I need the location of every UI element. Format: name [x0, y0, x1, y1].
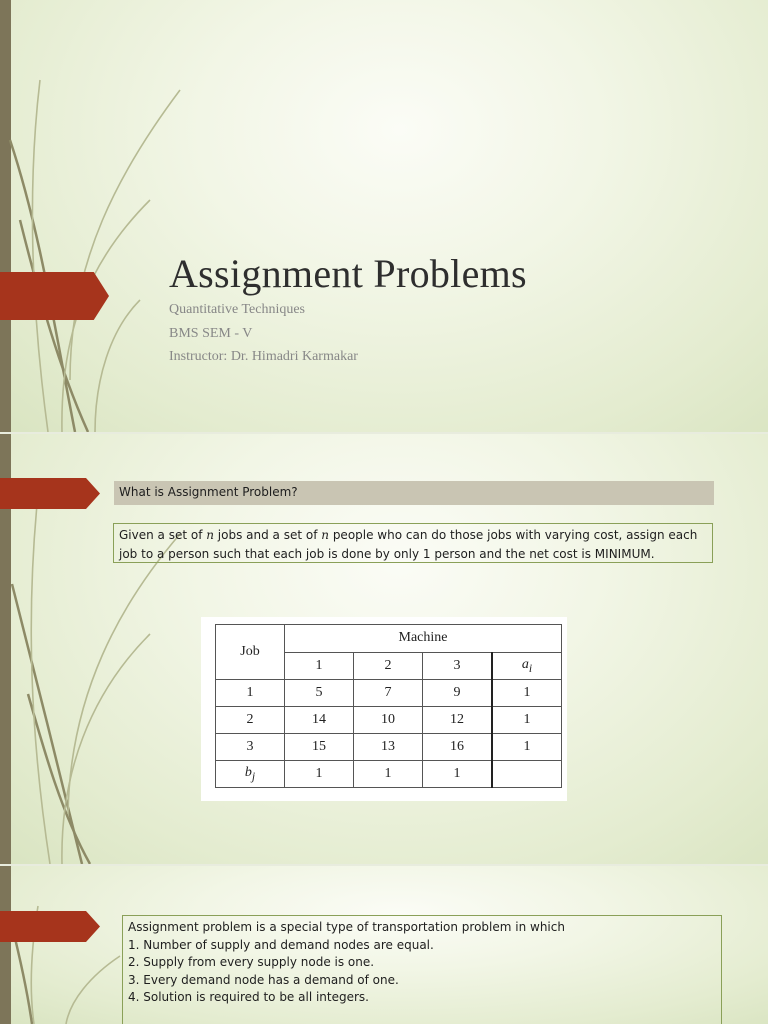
cost-table [215, 624, 562, 788]
definition-text: jobs and a set of [213, 528, 322, 542]
machine-header-cell: 3 [423, 652, 493, 680]
machine-header-cell: 1 [285, 652, 354, 680]
list-item: 4. Solution is required to be all integers. [128, 990, 369, 1004]
demand-cell: 1 [354, 761, 423, 788]
red-arrow-tag [0, 272, 109, 320]
job-cell: 2 [216, 707, 285, 734]
demand-cell: 1 [423, 761, 493, 788]
job-cell: 3 [216, 734, 285, 761]
instructor-label: Instructor: Dr. Himadri Karmakar [169, 349, 358, 364]
course-label: BMS SEM - V [169, 326, 253, 341]
empty-cell [492, 761, 562, 788]
job-column-header: Job [216, 625, 285, 680]
machine-header-cell: 2 [354, 652, 423, 680]
list-item: 2. Supply from every supply node is one. [128, 955, 375, 969]
demand-cell: 1 [285, 761, 354, 788]
job-cell: 1 [216, 680, 285, 707]
table-row [216, 680, 562, 707]
section-heading-bar [114, 481, 714, 505]
definition-text: people who can do those jobs with varying cost, assign each job to a person such that each job is done by only 1 person and the net cost is MINIMUM. [119, 528, 698, 561]
properties-intro: Assignment problem is a special type of transportation problem in which [128, 920, 565, 934]
cost-cell: 9 [423, 680, 493, 707]
list-item: 3. Every demand node has a demand of one. [128, 972, 399, 987]
cost-cell: 10 [354, 707, 423, 734]
cost-cell: 15 [285, 734, 354, 761]
supply-cell: 1 [492, 707, 562, 734]
variable-n: n [321, 528, 329, 542]
decorative-stems-graphic [0, 0, 200, 432]
supply-cell: 1 [492, 734, 562, 761]
red-arrow-tag [0, 478, 100, 509]
presentation-title: Assignment Problems [169, 251, 527, 296]
cost-cell: 12 [423, 707, 493, 734]
section-heading: What is Assignment Problem? [119, 485, 298, 499]
demand-label-cell: $b_j$ [216, 761, 285, 788]
cost-cell: 16 [423, 734, 493, 761]
machine-group-header: Machine [285, 625, 562, 653]
cost-table-card [201, 617, 567, 801]
supply-header-cell: $a_i$ [492, 652, 562, 680]
title-slide [0, 0, 768, 432]
definition-slide [0, 434, 768, 864]
list-item: 1. Number of supply and demand nodes are equal. [128, 937, 434, 952]
subtitle: Quantitative Techniques [169, 302, 306, 317]
table-row [216, 707, 562, 734]
table-row [216, 734, 562, 761]
properties-slide [0, 866, 768, 1024]
cost-cell: 14 [285, 707, 354, 734]
red-arrow-tag [0, 911, 100, 942]
supply-cell: 1 [492, 680, 562, 707]
cost-cell: 5 [285, 680, 354, 707]
definition-text: Given a set of [119, 528, 207, 542]
table-row [216, 761, 562, 788]
cost-cell: 7 [354, 680, 423, 707]
variable-n: n [206, 528, 214, 542]
definition-box [113, 523, 713, 563]
properties-box [122, 915, 722, 1024]
cost-cell: 13 [354, 734, 423, 761]
